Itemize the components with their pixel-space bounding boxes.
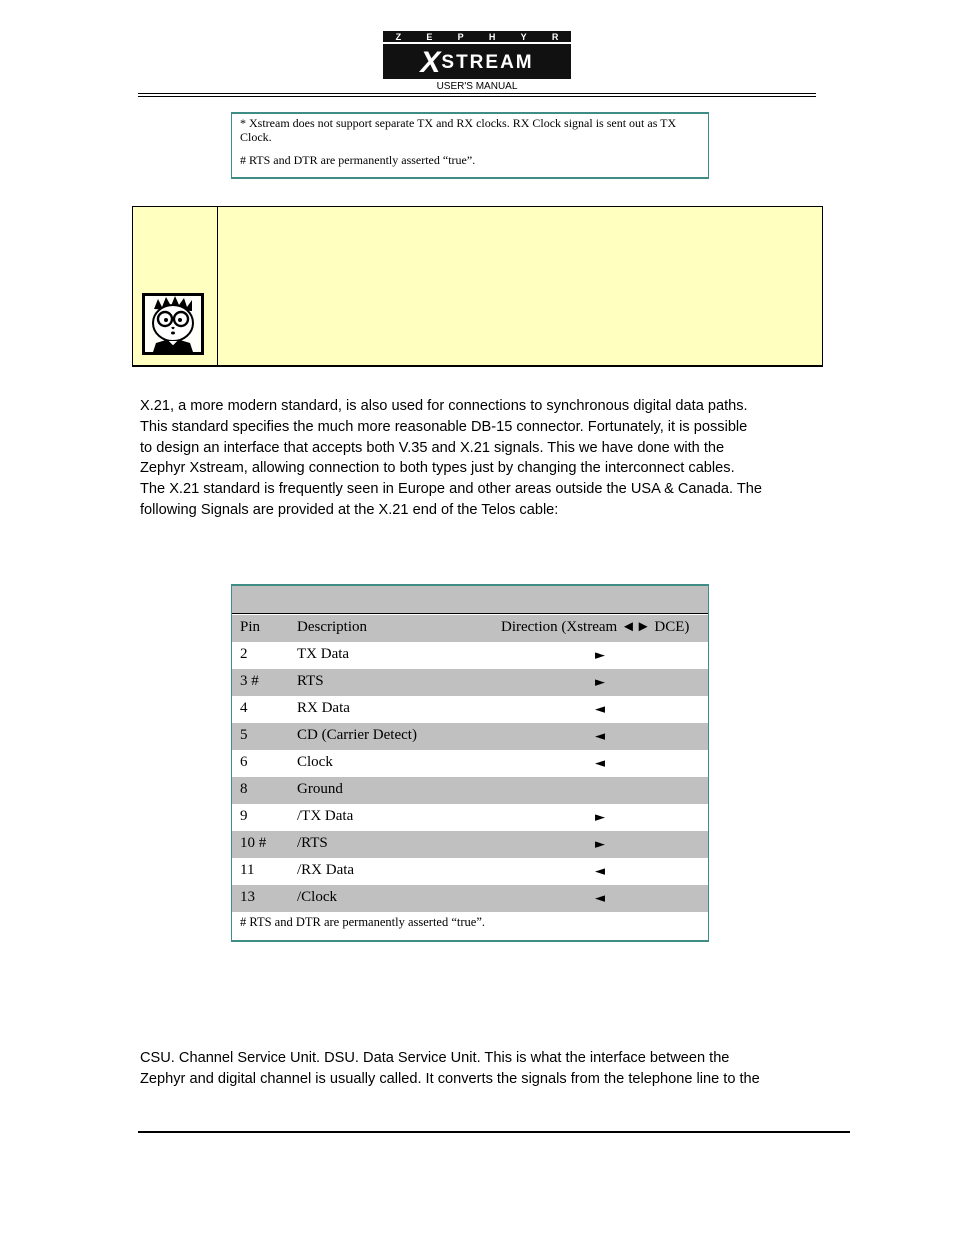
table-row <box>232 723 708 750</box>
direction-arrow-icon: ◄ <box>595 864 605 879</box>
header-direction: Direction (Xstream ◄► DCE) <box>501 619 690 635</box>
paragraph-line: Zephyr and digital channel is usually called. It converts the signals from the telephone line to the <box>140 1070 760 1087</box>
pin-cell: 13 <box>240 889 255 905</box>
csu-paragraph <box>140 1048 820 1090</box>
note-line-rts: # RTS and DTR are permanently asserted “true”. <box>240 153 476 167</box>
logo-letter: R <box>551 31 559 42</box>
paragraph-line: following Signals are provided at the X.21 end of the Telos cable: <box>140 501 559 518</box>
manual-label: USER'S MANUAL <box>436 81 518 92</box>
direction-arrow-icon: ► <box>595 810 605 825</box>
table-row <box>232 777 708 804</box>
direction-arrow-icon: ► <box>595 837 605 852</box>
logo-big-letter: X <box>420 45 441 79</box>
header-rule <box>138 93 816 97</box>
pin-cell: 9 <box>240 808 248 824</box>
table-row <box>232 669 708 696</box>
logo-letter: Z <box>395 31 402 42</box>
logo-top-letters <box>383 31 571 44</box>
table-row <box>232 831 708 858</box>
direction-arrow-icon: ► <box>595 648 605 663</box>
pin-cell: 6 <box>240 754 248 770</box>
paragraph-line: CSU. Channel Service Unit. DSU. Data Service Unit. This is what the interface between the <box>140 1050 730 1066</box>
description-cell: Ground <box>297 781 343 797</box>
footer-rule <box>138 1131 850 1133</box>
direction-arrow-icon: ◄ <box>595 729 605 744</box>
logo-rest: STREAM <box>441 51 534 73</box>
direction-arrow-icon: ◄ <box>595 702 605 717</box>
description-cell: /RX Data <box>297 862 355 878</box>
direction-arrow-icon: ► <box>595 675 605 690</box>
pin-cell: 2 <box>240 646 248 662</box>
logo-letter: H <box>488 31 496 42</box>
paragraph-line: X.21, a more modern standard, is also used for connections to synchronous digital data paths. <box>140 398 748 414</box>
description-cell: /Clock <box>297 889 337 905</box>
logo-wordmark <box>383 46 571 79</box>
logo-letter: Y <box>520 31 527 42</box>
logo-letter: P <box>457 31 464 42</box>
note-box <box>231 112 709 179</box>
description-cell: CD (Carrier Detect) <box>297 727 417 743</box>
table-title-bar <box>232 586 708 614</box>
table-row <box>232 750 708 777</box>
direction-arrow-icon: ◄ <box>595 756 605 771</box>
pin-cell: 8 <box>240 781 248 797</box>
header-pin: Pin <box>240 619 261 635</box>
table-row <box>232 804 708 831</box>
pin-cell: 4 <box>240 700 248 716</box>
pin-cell: 10 # <box>240 835 267 851</box>
cartoon-face-icon <box>142 293 204 355</box>
paragraph-line: This standard specifies the much more reasonable DB-15 connector. Fortunately, it is possible <box>140 418 748 435</box>
table-row <box>232 642 708 669</box>
table-row <box>232 885 708 912</box>
description-cell: TX Data <box>297 646 350 662</box>
callout-bottom-rule <box>133 365 822 367</box>
description-cell: /TX Data <box>297 808 354 824</box>
callout-divider <box>217 207 218 366</box>
paragraph-line: to design an interface that accepts both V.35 and X.21 signals. This we have done with the <box>140 439 725 456</box>
header-description: Description <box>297 619 367 635</box>
table-row <box>232 696 708 723</box>
table-footnote: # RTS and DTR are permanently asserted “true”. <box>240 915 485 929</box>
description-cell: RX Data <box>297 700 350 716</box>
pin-cell: 3 # <box>240 673 259 689</box>
zephyr-xstream-logo <box>383 31 571 79</box>
logo-letter: E <box>426 31 433 42</box>
paragraph-line: The X.21 standard is frequently seen in Europe and other areas outside the USA & Canada. The <box>140 481 762 498</box>
table-row <box>232 858 708 885</box>
note-line-clock: * Xstream does not support separate TX and RX clocks. RX Clock signal is sent out as TX Clock. <box>240 116 677 144</box>
x21-intro-paragraph <box>140 396 820 521</box>
direction-arrow-icon: ◄ <box>595 891 605 906</box>
table-header-row <box>232 615 708 642</box>
pin-cell: 11 <box>240 862 255 878</box>
callout-box <box>132 206 823 367</box>
paragraph-line: Zephyr Xstream, allowing connection to both types just by changing the interconnect cables. <box>140 460 735 477</box>
pin-cell: 5 <box>240 727 248 743</box>
description-cell: RTS <box>297 673 324 689</box>
description-cell: Clock <box>297 754 333 770</box>
description-cell: /RTS <box>297 835 328 851</box>
x21-pin-table <box>231 584 709 942</box>
